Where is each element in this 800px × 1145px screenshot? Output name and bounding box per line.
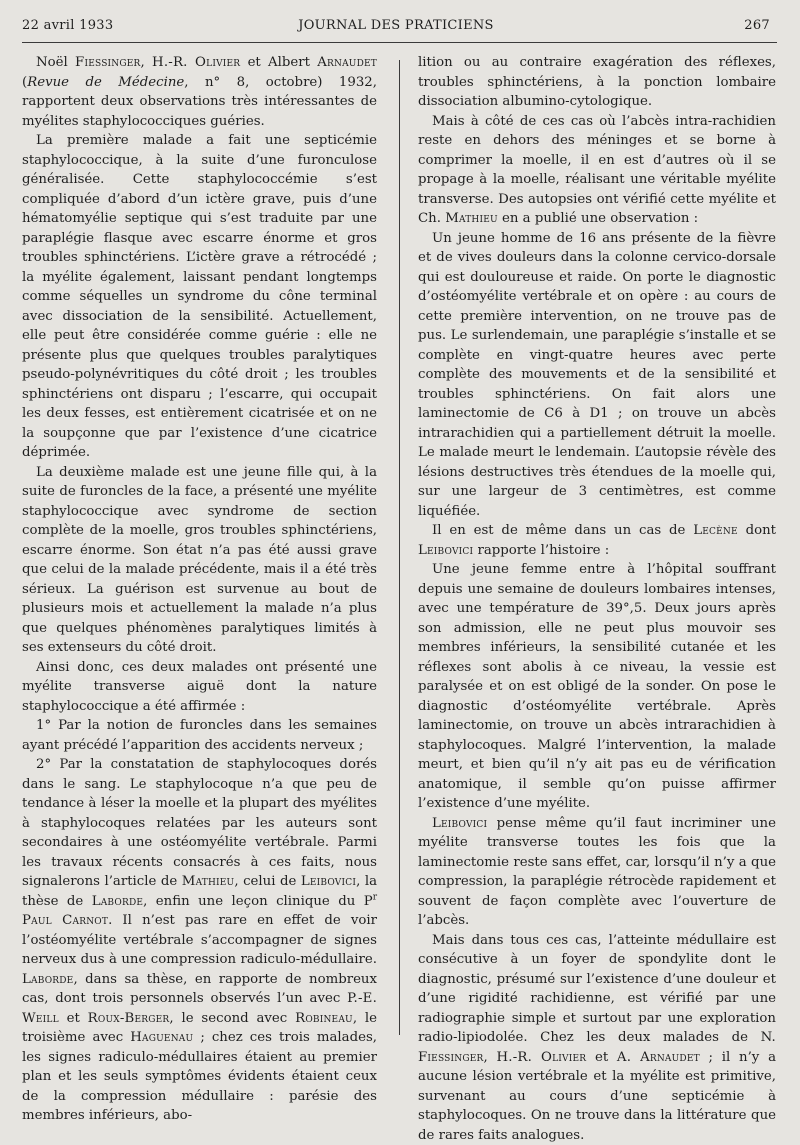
paragraph-second-patient: La deuxième malade est une jeune fille qui, à la suite de furoncles de la face, a présenté une myélite staphylococcique avec syndrome de section complète de la moelle, gros troubles sphinctériens, escarre énorme. Son état n’a pas été aussi grave que celui de la malade précédente, mais il a été très sérieux. La guérison est survenue au bout de plusieurs mois et actuellement la malade n’a plus que quelques phénomènes paralytiques limités à ses extenseurs du côté droit.	[22, 463, 377, 658]
paragraph-conclusion: Ainsi donc, ces deux malades ont présenté une myélite transverse aiguë dont la nature staphylococcique a été affirmée :	[22, 658, 377, 717]
paragraph-intraspinal-abscess: Mais à côté de ces cas où l’abcès intra-rachidien reste en dehors des méninges et se borne à comprimer la moelle, il en est d’autres où il se propage à la moelle, réalisant une véritable myélite transverse. Des autopsies ont vérifié cette myélite et Ch. Mathieu en a publié une observation :	[418, 112, 776, 229]
running-header	[22, 18, 770, 40]
paragraph-case-young-woman: Une jeune femme entre à l’hôpital souffrant depuis une semaine de douleurs lombaires intenses, avec une température de 39°,5. Deux jours après son admission, elle ne peut plus mouvoir ses membres inférieurs, la sensibilité cutanée et les réflexes sont abolis à ce niveau, la vessie est paralysée et on est obligé de la sonder. On pose le diagnostic d’ostéomyélite vertébrale. Après laminectomie, on trouve un abcès intrarachidien à staphylocoques. Malgré l’intervention, la malade meurt, et bien qu’il n’y ait pas eu de vérification anatomique, il semble qu’on puisse affirmer l’existence d’une myélite.	[418, 560, 776, 814]
author-name: H.-R. Olivier	[152, 55, 240, 70]
author-name: Robineau	[295, 1011, 353, 1026]
author-name: Arnaudet	[317, 55, 377, 70]
author-name: Paul Carnot	[22, 913, 108, 928]
paragraph-lecene-case: Il en est de même dans un cas de Lecène dont Leibovici rapporte l’histoire :	[418, 521, 776, 560]
author-name: Lecène	[693, 523, 738, 538]
paragraph-intro: Noël Fiessinger, H.-R. Olivier et Albert Arnaudet (Revue de Médecine, n° 8, octobre) 1932, rapportent deux observations très intéressantes de myélites staphylococciques guéries.	[22, 53, 377, 131]
author-name: Mathieu	[445, 211, 498, 226]
author-name: N. Fiessinger	[418, 1030, 776, 1065]
paragraph-final: Mais dans tous ces cas, l’atteinte médullaire est consécutive à un foyer de spondylite dont le diagnostic, présumé sur l’existence d’une douleur et d’une rigidité rachidienne, est vérifié par une radiographie simple et surtout par une exploration radio-lipiodolée. Chez les deux malades de N. Fiessinger, H.-R. Olivier et A. Arnaudet ; il n’y a aucune lésion vertébrale et la myélite est primitive, survenant au cours d’une septicémie à staphylocoques. On ne trouve dans la littérature que de rares faits analogues.	[418, 931, 776, 1145]
author-name: Leibovici	[432, 816, 487, 831]
right-column	[418, 53, 776, 1145]
paragraph-leibovici: Leibovici pense même qu’il faut incriminer une myélite transverse toutes les fois que la laminectomie reste sans effet, car, lorsqu’il n’y a que compression, la paraplégie rétrocède rapidement et souvent de façon complète avec l’ouverture de l’abcès.	[418, 814, 776, 931]
paragraph-case-young-man: Un jeune homme de 16 ans présente de la fièvre et de vives douleurs dans la colonne cervico-dorsale qui est douloureuse et raide. On porte le diagnostic d’ostéomyélite vertébrale et on opère : au cours de cette première intervention, on ne trouve pas de pus. Le surlendemain, une paraplégie s’installe et se complète en vingt-quatre heures avec perte complète des mouvements et de la sensibilité et troubles sphinctériens. On fait alors une laminectomie de C6 à D1 ; on trouve un abcès intrarachidien qui a partiellement détruit la moelle. Le malade meurt le lendemain. L’autopsie révèle des lésions destructives très étendues de la moelle qui, sur une largeur de 3 centimètres, est comme liquéfiée.	[418, 229, 776, 522]
journal-citation: Revue de Médecine	[27, 75, 184, 90]
author-name: A. Arnaudet	[617, 1050, 700, 1065]
paragraph-point-2: 2° Par la constatation de staphylocoques dorés dans le sang. Le staphylocoque n’a que peu de tendance à léser la moelle et la plupart des myélites à staphylocoques relatées par les auteurs sont secondaires à une ostéomyélite vertébrale. Parmi les travaux récents consacrés à ces faits, nous signalerons l’article de Mathieu, celui de Leibovici, la thèse de Laborde, enfin une leçon clinique du $P^r$ Paul Carnot. Il n’est pas rare en effet de voir l’ostéomyélite vertébrale s’accompagner de signes nerveux dus à une compression radiculo-médullaire. Laborde, dans sa thèse, en rapporte de nombreux cas, dont trois personnels observés l’un avec P.-E. Weill et Roux-Berger, le second avec Robineau, le troisième avec Haguenau ; chez ces trois malades, les signes radiculo-médullaires étaient au premier plan et les seuls symptômes évidents étaient ceux de la compression médullaire : parésie des membres inférieurs, abo-	[22, 755, 377, 1126]
author-name: P.-E. Weill	[22, 991, 377, 1026]
paragraph-point-1: 1° Par la notion de furoncles dans les semaines ayant précédé l’apparition des accidents nerveux ;	[22, 716, 377, 755]
author-name: Roux-Berger	[88, 1011, 170, 1026]
column-divider	[399, 60, 400, 1035]
header-page-number: 267	[744, 18, 770, 33]
paragraph-continuation: lition ou au contraire exagération des réflexes, troubles sphinctériens, à la ponction lombaire dissociation albumino-cytologique.	[418, 53, 776, 112]
author-name: Leibovici	[301, 874, 356, 889]
author-name: Mathieu	[182, 874, 235, 889]
author-name: Leibovici	[418, 543, 473, 558]
author-name: Laborde	[92, 894, 143, 909]
header-date: 22 avril 1933	[22, 18, 113, 33]
author-name: Fiessinger	[75, 55, 141, 70]
author-name: H.-R. Olivier	[496, 1050, 586, 1065]
left-column	[22, 53, 377, 1126]
paragraph-first-patient: La première malade a fait une septicémie staphylococcique, à la suite d’une furonculose généralisée. Cette staphylococcémie s’est compliquée d’abord d’un ictère grave, puis d’une hématomyélie septique qui s’est traduite par une paraplégie flasque avec escarre énorme et gros troubles sphinctériens. L’ictère grave a rétrocédé ; la myélite également, laissant pendant longtemps comme séquelles un syndrome du cône terminal avec dissociation de la sensibilité. Actuellement, elle peut être considérée comme guérie : elle ne présente plus que quelques troubles paralytiques pseudo-polynévritiques du côté droit ; les troubles sphinctériens ont disparu ; l’escarre, qui occupait les deux fesses, est entièrement cicatrisée et on ne la soupçonne que par l’existence d’une cicatrice déprimée.	[22, 131, 377, 463]
author-name: Laborde	[22, 972, 73, 987]
author-name: Haguenau	[130, 1030, 193, 1045]
header-journal-title: JOURNAL DES PRATICIENS	[22, 18, 770, 33]
header-rule	[22, 42, 777, 43]
